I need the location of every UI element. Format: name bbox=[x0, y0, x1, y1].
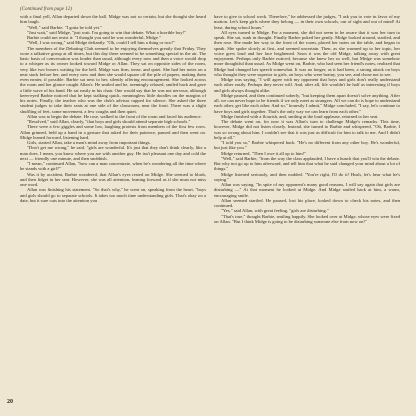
paragraph: Allan was to begin the debate. He rose, walked to the front of the room and faced his audience. bbox=[27, 113, 202, 119]
paragraph: Midge listened seriously, and then nodded. "You're right, I'll do it! Hush, let's hear what he's saying." bbox=[214, 171, 400, 182]
paragraph: The debate went on, for now it was Allan's turn to challenge Midge's remarks. This time, however, Midge did not listen closely. Instead, she turned to Barbie and whispered, "Oh, Barbie, I was so wrong about him. I couldn't see that it was just as difficult for him to talk to me. And I didn't help at all." bbox=[214, 119, 400, 140]
paragraph: "Don't get me wrong," he said, "girls are wonderful. It's just that they don't think clearly, like a man does. I mean, you know where you are with another guy. He isn't pleasant one day and cold the next — friendly one minute, and then snobbish. bbox=[20, 145, 206, 161]
paragraph: All eyes turned to Midge. For a moment, she did not seem to be aware that it was her turn to speak. She sat, sunk in thought. Finally Barbie poked her gently. Midge looked around, startled, and then rose. She made her way to the front of the room, placed her notes on the table, and began to speak. She spoke slowly at first, and seemed uncertain. Then, as she warmed up to her topic, her voice grew loud and her face brightened. Soon it was the old Midge, talking away with great enjoyment. Perhaps only Barbie noticed, because she knew her so well, but Midge was somehow more thoughtful than usual. As Midge went on, Barbie, who had seen her friend's notes, realized that Midge had changed her speech somewhat. It was no longer, as it had been, a strong attack on boys who thought they were superior to girls, on boys who were brainy, you see, and chose not to see. bbox=[214, 29, 400, 77]
paragraph: Girls, started Allan, take a man's mind away from important things. bbox=[27, 140, 151, 145]
paragraph: "I told you so," Barbie whispered back. "He's no different from any other boy. He's wonderful, but just like you." bbox=[214, 140, 400, 151]
paragraph: Midge was saying, "I will agree with my opponent that boys and girls don't really understand each other easily. Perhaps they never will. And, after all, life wouldn't be half as interesting if boys and girls always thought alike. bbox=[214, 77, 400, 93]
paragraph: have to give to school work. Therefore," he addressed the judges, "I ask you to vote in favor of my motion. Let's keep girls where they belong — in their own schools, out of sight and out of mind! At least, during school hours." bbox=[214, 14, 400, 30]
paragraph: "Well," said Barbie. "I gotta be told yet." bbox=[27, 24, 102, 30]
paragraph: Barbie could not resist it: "I thought you said he was wonderful, Midge." bbox=[27, 35, 161, 40]
paragraph: "Well," said Barbie, "from the way the class applauded, I have a hunch that you'll win the debate. But why not go up to him afterward, and tell him that what he said changed your mind about a lot of things." bbox=[214, 155, 400, 172]
paragraph: Midge finished with a flourish, and, smiling at the loud applause, returned to her seat. bbox=[221, 113, 379, 119]
right-column bbox=[214, 14, 400, 224]
paragraph: Allan was saying, "In spite of my opponent's many good reasons, I will say again that girls are disturbing —" At that moment he looked at Midge. And Midge smiled back at him, a warm, encouraging smile. bbox=[214, 182, 400, 198]
continued-note: (Continued from page 12) bbox=[20, 7, 72, 12]
paragraph: "Well, I was wrong," said Midge defiantly. "Oh, could I tell him a thing or two!" bbox=[27, 40, 175, 46]
paragraph: "Yes," said Allan, with great feeling, "girls are disturbing." bbox=[221, 208, 329, 214]
paragraph: "I mean," continued Allan, "how can a man concentrate, when he's wondering all the time where he stands with a girl?" bbox=[20, 161, 206, 172]
paragraph: Allan was finishing his statement. "So that's why," he went on, speaking from the heart, "boys and girls should go to separate schools. It takes too much time understanding girls. That's okay on a date, but it sure cuts into the attention you bbox=[20, 187, 206, 203]
paragraph: The members of the Debating Club seemed to be enjoying themselves greatly that Friday. They wore a talkative group at all times, but this day there seemed to be something special in the air. The basic basis of conversation was louder than usual, although every now and then a voice would drop to a whisper as its owner looked toward Midge or Allan. They sat on opposite sides of the room, very like two boxers waiting for the bell. Midge was firm, tense, and quiet. She had her notes on a neat stack before her, and every now and then she would square off the pile of papers, making them even neater, if possible. Barbie sat next to her, silently offering encouragement. She looked across the room and her glance caught Allan's. He smiled and he, seemingly relaxed, smiled back and gave a little wave of his hand. He sat easily in his chair. One would say that he was not nervous, although keen-eyed Barbie noticed that he kept stalking quick, meaningless little doodles on the margins of his notes. Finally, the teacher who was the club's advisor rapped for silence. She asked the three student judges to take their seats at one side of the classroom, near the front. There was a slight shuffling of feet, some movement, a few coughs and then quiet. bbox=[20, 45, 206, 114]
paragraph: Midge paused, and then continued soberly, "but keeping them apart doesn't solve anything. After all, we can never hope to be friends if we only meet as strangers. All we can do is hope to understand each other, get like each other. And so," honestly I admit," Midge concluded, "I say, let's continue to have boys and girls together. That's the only way we can learn from each other." bbox=[214, 92, 400, 114]
paragraph: "Just wait," said Midge, "just wait. I'm going to win that debate. What a horrible boy!" bbox=[27, 29, 186, 35]
paragraph: with a final yell, Allan departed down the hall. Midge was not so certain, but she thought she heard him laugh. bbox=[20, 14, 206, 25]
page-number: 20 bbox=[7, 399, 13, 405]
paragraph: Allan seemed startled. He paused, lost his place, looked down to check his notes, and then continued. bbox=[214, 197, 400, 208]
paragraph: There were a few giggles and some low, laughing protests from members of the first few rows. Allan grinned, held up a hand in a gesture that asked for their patience, paused and then went on. Midge leaned forward, listening hard. bbox=[20, 124, 206, 140]
paragraph: "That's true," thought Barbie, smiling happily. She looked over at Midge, whose eyes were fixed on Allan. "But I think Midge is going to be disturbing someone else from now on!" bbox=[214, 213, 400, 224]
paragraph: "Resolved," said Allan, clearly, "that boys and girls should attend separate high schools." bbox=[27, 119, 191, 124]
left-column bbox=[20, 14, 206, 203]
paragraph: Was it by accident, Barbie wondered, that Allan's eyes rested on Midge. She seemed to blush, and then fidget in her seat. However, she was all attention, leaning forward as if she must not miss one word. bbox=[20, 171, 206, 187]
paragraph: Midge returned, "Then I owe it all up to him!" bbox=[221, 150, 307, 156]
